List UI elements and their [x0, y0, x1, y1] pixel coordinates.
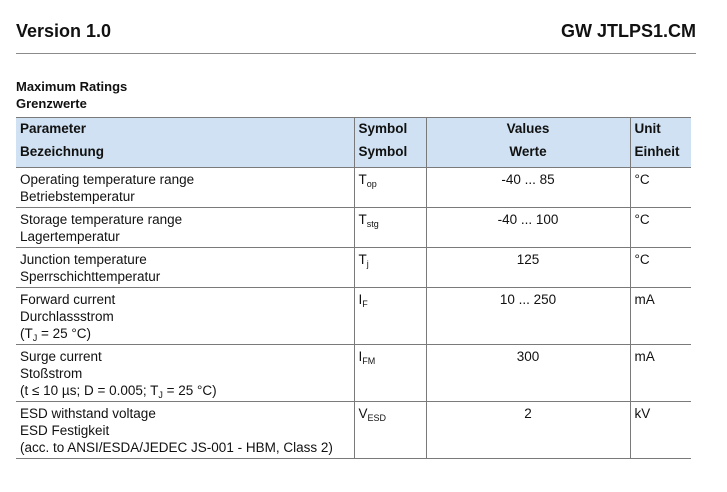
unit-cell: mA [630, 288, 691, 345]
value-cell: -40 ... 85 [426, 168, 630, 208]
table-row [16, 402, 691, 459]
column-header-en: Symbol [358, 121, 408, 136]
product-code: GW JTLPS1.CM [560, 20, 696, 41]
symbol-cell: $T_{stg}$ [354, 208, 426, 248]
parameter-condition: (t ≤ 10 µs; D = 0.005; $T_J = 25$ °C) [20, 383, 217, 400]
table-row [16, 168, 691, 208]
table-row [16, 288, 691, 345]
value-cell: 2 [426, 402, 630, 459]
parameter-cell [16, 288, 354, 345]
column-header-values [426, 118, 630, 168]
column-header-symbol [354, 118, 426, 168]
symbol-cell: $T_{op}$ [354, 168, 426, 208]
unit-cell: °C [630, 248, 691, 288]
parameter-name-en: Operating temperature range [20, 172, 195, 187]
parameter-name-de: ESD Festigkeit [20, 423, 110, 438]
column-header-en: Unit [634, 121, 661, 136]
column-header-parameter [16, 118, 354, 168]
unit-cell: °C [630, 168, 691, 208]
section-title [16, 78, 127, 112]
unit-cell: kV [630, 402, 691, 459]
parameter-name-en: ESD withstand voltage [20, 406, 156, 421]
parameter-name-en: Forward current [20, 292, 116, 307]
header-divider [16, 53, 696, 54]
column-header-de: Symbol [358, 144, 408, 159]
table-body [16, 168, 691, 459]
symbol-cell: $I_{FM}$ [354, 345, 426, 402]
column-header-unit [630, 118, 691, 168]
parameter-cell [16, 208, 354, 248]
ratings-table [16, 117, 691, 459]
parameter-cell [16, 345, 354, 402]
parameter-name-de: Betriebstemperatur [20, 189, 135, 204]
parameter-name-de: Sperrschichttemperatur [20, 269, 161, 284]
table-row [16, 208, 691, 248]
value-cell: 125 [426, 248, 630, 288]
parameter-condition: ($T_J = 25$ °C) [20, 326, 92, 343]
parameter-cell [16, 402, 354, 459]
section-title-en: Maximum Ratings [16, 79, 128, 94]
value-cell: 10 ... 250 [426, 288, 630, 345]
parameter-condition: (acc. to ANSI/ESDA/JEDEC JS-001 - HBM, Class 2) [20, 440, 333, 455]
parameter-name-de: Lagertemperatur [20, 229, 120, 244]
version-label: Version 1.0 [16, 20, 112, 41]
parameter-cell [16, 168, 354, 208]
table-row [16, 248, 691, 288]
column-header-de: Werte [509, 144, 547, 159]
column-header-en: Values [506, 121, 550, 136]
value-cell: -40 ... 100 [426, 208, 630, 248]
parameter-name-de: Stoßstrom [20, 366, 83, 381]
unit-cell: mA [630, 345, 691, 402]
parameter-name-en: Surge current [20, 349, 102, 364]
symbol-cell: $T_j$ [354, 248, 426, 288]
column-header-de: Bezeichnung [20, 144, 105, 159]
page-header [16, 18, 696, 44]
section-title-de: Grenzwerte [16, 96, 87, 111]
column-header-de: Einheit [634, 144, 680, 159]
parameter-name-en: Junction temperature [20, 252, 147, 267]
column-header-en: Parameter [20, 121, 87, 136]
value-cell: 300 [426, 345, 630, 402]
table-row [16, 345, 691, 402]
parameter-cell [16, 248, 354, 288]
symbol-cell: $I_F$ [354, 288, 426, 345]
unit-cell: °C [630, 208, 691, 248]
parameter-name-en: Storage temperature range [20, 212, 183, 227]
table-header-row [16, 118, 691, 168]
parameter-name-de: Durchlassstrom [20, 309, 114, 324]
symbol-cell: $V_{ESD}$ [354, 402, 426, 459]
